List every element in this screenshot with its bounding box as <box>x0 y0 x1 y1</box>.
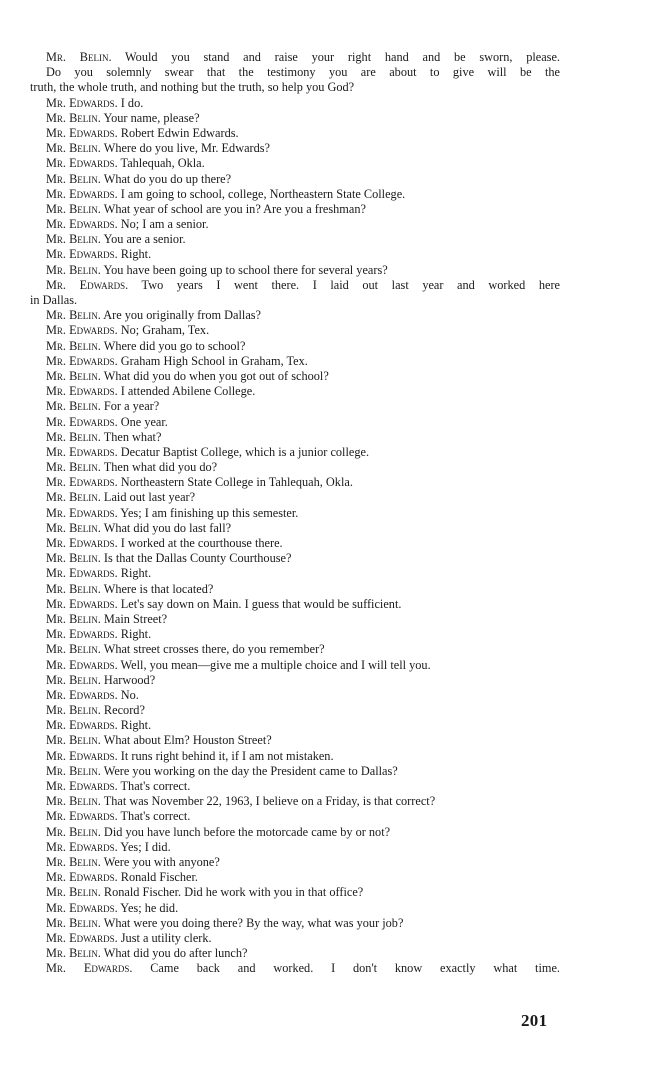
speaker-name: Mr. Belin. <box>46 854 101 869</box>
testimony-text: Right. <box>117 247 152 262</box>
speaker-name: Mr. Belin. <box>46 338 101 353</box>
transcript-line <box>30 247 560 262</box>
speaker-name: Mr. Edwards. <box>46 657 118 672</box>
testimony-text: Yes; he did. <box>117 900 179 915</box>
speaker-name: Mr. Edwards. <box>46 247 118 262</box>
speaker-name: Mr. Edwards. <box>46 839 118 854</box>
speaker-name: Mr. Belin. <box>46 763 101 778</box>
speaker-name: Mr. Edwards. <box>46 444 118 459</box>
speaker-name: Mr. Edwards. <box>46 156 118 171</box>
testimony-text: That was November 22, 1963, I believe on a Friday, is that correct? <box>100 794 436 809</box>
speaker-name: Mr. Belin. <box>46 581 101 596</box>
transcript-line <box>30 855 560 870</box>
transcript-line <box>30 931 560 946</box>
speaker-name: Mr. Edwards. <box>46 353 118 368</box>
transcript-line <box>30 80 560 95</box>
testimony-text: Let's say down on Main. I guess that would be sufficient. <box>117 596 402 611</box>
speaker-name: Mr. Edwards. <box>46 779 118 793</box>
transcript-line <box>30 111 560 126</box>
speaker-name: Mr. Edwards. <box>46 596 118 611</box>
testimony-text: What were you doing there? By the way, what was your job? <box>100 915 404 930</box>
transcript-line <box>30 658 560 673</box>
testimony-text: You are a senior. <box>100 232 186 247</box>
speaker-name: Mr. Edwards. <box>46 323 118 338</box>
transcript-line <box>30 460 560 475</box>
testimony-text: in Dallas. <box>30 293 78 307</box>
testimony-text: For a year? <box>100 399 160 414</box>
speaker-name: Mr. Belin. <box>46 50 112 64</box>
speaker-name: Mr. Belin. <box>46 703 101 718</box>
testimony-text: Were you working on the day the President came to Dallas? <box>100 763 398 778</box>
testimony-text: Northeastern State College in Tahlequah, Okla. <box>117 475 353 490</box>
transcript-line <box>30 901 560 916</box>
testimony-text: I worked at the courthouse there. <box>117 536 283 550</box>
transcript-line <box>30 278 560 293</box>
transcript-line <box>30 384 560 399</box>
testimony-text: Right. <box>117 718 152 733</box>
speaker-name: Mr. Belin. <box>46 201 101 216</box>
transcript-line <box>30 673 560 688</box>
speaker-name: Mr. Belin. <box>46 642 101 657</box>
testimony-text: What street crosses there, do you remember? <box>100 642 325 657</box>
speaker-name: Mr. Belin. <box>46 368 101 383</box>
speaker-name: Mr. Belin. <box>46 733 101 748</box>
speaker-name: Mr. Edwards. <box>46 627 118 642</box>
testimony-text: No; Graham, Tex. <box>117 323 210 338</box>
testimony-text: Then what? <box>100 429 162 444</box>
testimony-text: Were you with anyone? <box>100 854 220 869</box>
transcript-line <box>30 202 560 217</box>
speaker-name: Mr. Edwards. <box>46 95 118 110</box>
transcript-line <box>30 885 560 900</box>
testimony-text: Main Street? <box>100 611 168 626</box>
testimony-text: It runs right behind it, if I am not mistaken. <box>117 748 334 763</box>
transcript-line <box>30 809 560 824</box>
transcript-line <box>30 172 560 187</box>
testimony-text: Graham High School in Graham, Tex. <box>117 353 308 368</box>
transcript-line <box>30 718 560 733</box>
transcript-line <box>30 612 560 627</box>
testimony-text: I attended Abilene College. <box>117 384 256 399</box>
testimony-text: Ronald Fischer. <box>117 870 198 885</box>
speaker-name: Mr. Edwards. <box>46 566 118 581</box>
transcript-line <box>30 566 560 581</box>
speaker-name: Mr. Belin. <box>46 490 101 505</box>
speaker-name: Mr. Belin. <box>46 824 101 839</box>
speaker-name: Mr. Edwards. <box>46 930 118 945</box>
transcript-line <box>30 551 560 566</box>
speaker-name: Mr. Edwards. <box>46 687 118 702</box>
testimony-text: Are you originally from Dallas? <box>100 308 262 323</box>
transcript-line <box>30 688 560 703</box>
testimony-text: Your name, please? <box>100 110 200 125</box>
transcript-line <box>30 642 560 657</box>
testimony-text: That's correct. <box>117 809 191 824</box>
testimony-text: One year. <box>117 414 168 429</box>
speaker-name: Mr. Belin. <box>46 429 101 444</box>
testimony-text: You have been going up to school there for several years? <box>100 262 388 277</box>
testimony-text: Where did you go to school? <box>100 338 246 353</box>
testimony-text: Came back and worked. I don't know exactly what time. <box>132 961 560 976</box>
speaker-name: Mr. Edwards. <box>46 414 118 429</box>
transcript-line <box>30 65 560 80</box>
testimony-text: What do you do up there? <box>100 171 232 186</box>
testimony-text: What about Elm? Houston Street? <box>100 733 272 748</box>
speaker-name: Mr. Belin. <box>46 672 101 687</box>
speaker-name: Mr. Belin. <box>46 110 101 125</box>
speaker-name: Mr. Belin. <box>46 794 101 809</box>
speaker-name: Mr. Edwards. <box>46 536 118 550</box>
speaker-name: Mr. Belin. <box>46 520 101 535</box>
transcript-line <box>30 506 560 521</box>
transcript-line <box>30 445 560 460</box>
testimony-text: Where is that located? <box>100 581 214 596</box>
testimony-text: Two years I went there. I laid out last year and worked here <box>128 277 560 292</box>
transcript-line <box>30 187 560 202</box>
testimony-text: Did you have lunch before the motorcade came by or not? <box>100 824 391 839</box>
testimony-text: Well, you mean—give me a multiple choice and I will tell you. <box>117 657 431 672</box>
speaker-name: Mr. Edwards. <box>46 125 118 140</box>
speaker-name: Mr. Edwards. <box>46 505 118 520</box>
testimony-text: What did you do after lunch? <box>100 946 248 961</box>
speaker-name: Mr. Belin. <box>46 946 101 961</box>
transcript-line <box>30 339 560 354</box>
speaker-name: Mr. Edwards. <box>46 900 118 915</box>
transcript-line <box>30 916 560 931</box>
speaker-name: Mr. Belin. <box>46 262 101 277</box>
testimony-text: I am going to school, college, Northeastern State College. <box>117 186 406 201</box>
testimony-text: That's correct. <box>117 779 191 793</box>
transcript-line <box>30 536 560 551</box>
testimony-text: truth, the whole truth, and nothing but the truth, so help you God? <box>30 80 355 95</box>
transcript-line <box>30 308 560 323</box>
speaker-name: Mr. Belin. <box>46 915 101 930</box>
transcript-line <box>30 779 560 794</box>
speaker-name: Mr. Edwards. <box>46 809 118 824</box>
transcript-line <box>30 733 560 748</box>
transcript-line <box>30 764 560 779</box>
transcript-line <box>30 870 560 885</box>
transcript-line <box>30 369 560 384</box>
transcript-line <box>30 582 560 597</box>
testimony-text: No. <box>117 687 139 702</box>
speaker-name: Mr. Edwards. <box>46 475 118 490</box>
speaker-name: Mr. Belin. <box>46 141 101 156</box>
transcript-line <box>30 946 560 961</box>
transcript-line <box>30 703 560 718</box>
speaker-name: Mr. Edwards. <box>46 748 118 763</box>
transcript-line <box>30 825 560 840</box>
testimony-text: Ronald Fischer. Did he work with you in that office? <box>100 885 364 900</box>
transcript-line <box>30 232 560 247</box>
transcript-line <box>30 354 560 369</box>
testimony-text: Yes; I am finishing up this semester. <box>117 505 299 520</box>
testimony-text: Just a utility clerk. <box>117 930 212 945</box>
transcript-line <box>30 961 560 976</box>
testimony-text: Then what did you do? <box>100 460 218 475</box>
speaker-name: Mr. Edwards. <box>46 961 133 976</box>
testimony-text: Yes; I did. <box>117 839 171 854</box>
testimony-text: Laid out last year? <box>100 490 196 505</box>
speaker-name: Mr. Edwards. <box>46 277 129 292</box>
speaker-name: Mr. Belin. <box>46 232 101 247</box>
speaker-name: Mr. Belin. <box>46 171 101 186</box>
transcript-line <box>30 627 560 642</box>
testimony-text: Harwood? <box>100 672 156 687</box>
transcript-line <box>30 749 560 764</box>
transcript-line <box>30 597 560 612</box>
speaker-name: Mr. Edwards. <box>46 384 118 399</box>
speaker-name: Mr. Edwards. <box>46 718 118 733</box>
transcript-line <box>30 156 560 171</box>
transcript-line <box>30 521 560 536</box>
testimony-text: Where do you live, Mr. Edwards? <box>100 141 271 156</box>
speaker-name: Mr. Belin. <box>46 460 101 475</box>
testimony-text: What did you do when you got out of school? <box>100 368 329 383</box>
transcript-line <box>30 293 560 308</box>
testimony-text: Record? <box>100 703 145 718</box>
transcript-line <box>30 141 560 156</box>
testimony-text: What did you do last fall? <box>100 520 232 535</box>
speaker-name: Mr. Belin. <box>46 399 101 414</box>
testimony-text: No; I am a senior. <box>117 217 209 232</box>
transcript-line <box>30 475 560 490</box>
transcript-line <box>30 399 560 414</box>
testimony-text: I do. <box>117 95 144 110</box>
speaker-name: Mr. Edwards. <box>46 186 118 201</box>
testimony-text: Do you solemnly swear that the testimony you are about to give will be the <box>46 65 560 80</box>
transcript-line <box>30 415 560 430</box>
testimony-text: Decatur Baptist College, which is a junior college. <box>117 444 370 459</box>
speaker-name: Mr. Belin. <box>46 885 101 900</box>
testimony-text: Right. <box>117 627 152 642</box>
page-number: 201 <box>521 1011 548 1030</box>
transcript-line <box>30 794 560 809</box>
transcript-line <box>30 126 560 141</box>
speaker-name: Mr. Belin. <box>46 551 101 566</box>
testimony-text: What year of school are you in? Are you a freshman? <box>100 201 366 216</box>
transcript-line <box>30 217 560 232</box>
speaker-name: Mr. Belin. <box>46 611 101 626</box>
testimony-text: Robert Edwin Edwards. <box>117 125 239 140</box>
transcript-line <box>30 263 560 278</box>
transcript-line <box>30 323 560 338</box>
speaker-name: Mr. Belin. <box>46 308 101 323</box>
speaker-name: Mr. Edwards. <box>46 870 118 885</box>
transcript-line <box>30 50 560 65</box>
testimony-text: Right. <box>117 566 152 581</box>
speaker-name: Mr. Edwards. <box>46 217 118 232</box>
transcript-line <box>30 490 560 505</box>
testimony-transcript <box>30 50 560 976</box>
transcript-line <box>30 96 560 111</box>
testimony-text: Would you stand and raise your right hand and be sworn, please. <box>111 50 560 64</box>
transcript-line <box>30 840 560 855</box>
testimony-text: Tahlequah, Okla. <box>117 156 205 171</box>
testimony-text: Is that the Dallas County Courthouse? <box>100 551 292 566</box>
transcript-line <box>30 430 560 445</box>
